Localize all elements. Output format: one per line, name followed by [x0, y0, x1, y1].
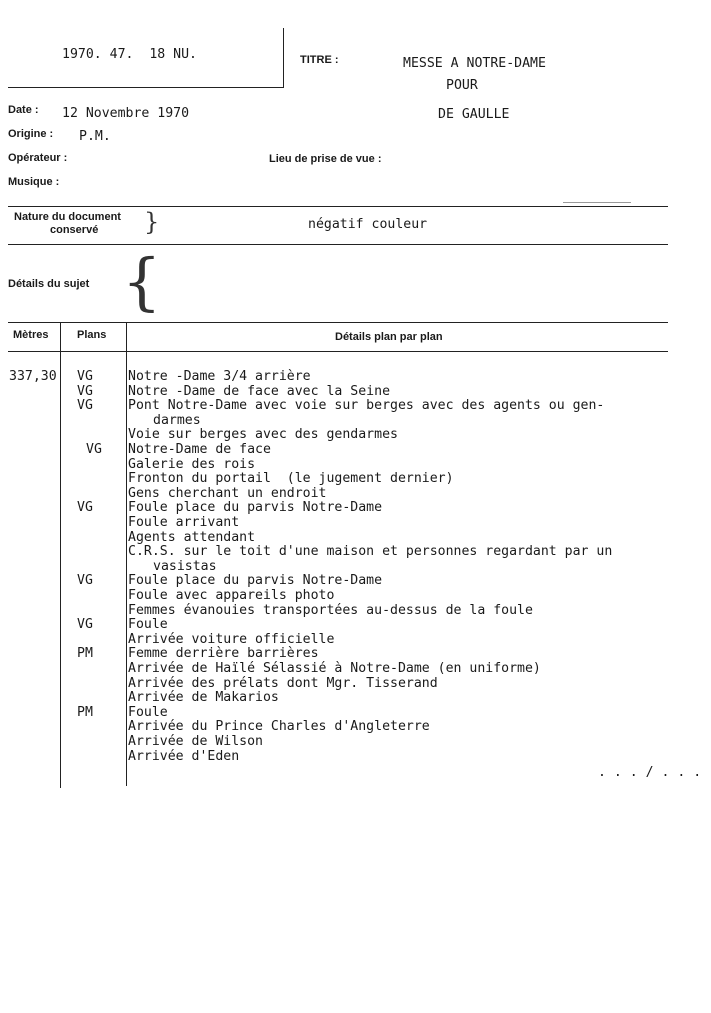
nature-value: négatif couleur — [308, 217, 428, 232]
table-row — [0, 735, 711, 750]
table-row — [0, 531, 711, 546]
table-row — [0, 472, 711, 487]
details-sujet-brace: { — [122, 245, 162, 318]
row-detail-text: Arrivée de Wilson — [128, 734, 263, 749]
row-detail-text: Notre -Dame de face avec la Seine — [128, 383, 391, 399]
titre-line-2: POUR — [446, 78, 478, 93]
table-row — [0, 443, 711, 458]
date-value: 12 Novembre 1970 — [62, 106, 190, 121]
row-plan: VG — [86, 442, 102, 457]
header-bottom-rule — [8, 351, 668, 352]
table-row — [0, 545, 711, 560]
table-row — [0, 560, 711, 575]
table-row — [0, 633, 711, 648]
row-detail-text: Foule place du parvis Notre-Dame — [128, 500, 383, 516]
row-detail-text: Foule avec appareils photo — [128, 588, 335, 603]
row-detail-text: C.R.S. sur le toit d'une maison et personnes regardant par un — [128, 544, 613, 560]
row-detail-text: Arrivée d'Eden — [128, 748, 240, 764]
continuation-mark: . . . / . . . — [598, 765, 702, 780]
row-metres: 337,30 — [9, 369, 57, 384]
table-top-rule — [8, 322, 668, 323]
nature-label-line2: conservé — [50, 224, 99, 236]
row-detail-text: Arrivée du Prince Charles d'Angleterre — [128, 719, 430, 735]
row-detail-text: vasistas — [153, 558, 217, 574]
reference-number: 1970. 47. 18 NU. — [62, 47, 197, 62]
table-row — [0, 647, 711, 662]
table-row — [0, 370, 711, 385]
row-detail-text: Femmes évanouies transportées au-dessus de la foule — [128, 602, 533, 618]
row-detail-text: Foule arrivant — [128, 515, 240, 530]
table-row — [0, 428, 711, 443]
header-metres: Mètres — [13, 329, 49, 341]
musique-label: Musique : — [8, 176, 60, 188]
date-label: Date : — [8, 104, 39, 116]
row-detail-text: Arrivée de Haïlé Sélassié à Notre-Dame (en uniforme) — [128, 661, 541, 676]
table-row — [0, 516, 711, 531]
row-detail-text: Foule — [128, 617, 168, 633]
scan-speck — [563, 202, 631, 203]
row-plan: PM — [77, 646, 93, 662]
row-plan: VG — [77, 500, 93, 516]
header-details: Détails plan par plan — [335, 331, 443, 343]
header-underline — [8, 87, 284, 88]
table-row — [0, 677, 711, 692]
row-detail-text: Foule — [128, 704, 168, 720]
row-detail-text: Voie sur berges avec des gendarmes — [128, 427, 398, 443]
origine-value: P.M. — [79, 129, 111, 144]
row-plan: VG — [77, 617, 93, 633]
nature-top-rule — [8, 206, 668, 207]
table-row — [0, 750, 711, 765]
row-detail-text: Femme derrière barrières — [128, 646, 319, 662]
operateur-label: Opérateur : — [8, 152, 68, 164]
table-row — [0, 662, 711, 677]
table-row — [0, 720, 711, 735]
nature-bottom-rule — [8, 244, 668, 245]
header-divider — [283, 28, 284, 88]
lieu-label: Lieu de prise de vue : — [269, 153, 382, 165]
table-row — [0, 501, 711, 516]
row-detail-text: Pont Notre-Dame avec voie sur berges avec des agents ou gen- — [128, 398, 605, 414]
row-detail-text: Foule place du parvis Notre-Dame — [128, 573, 383, 589]
nature-brace: } — [144, 208, 160, 236]
titre-line-1: MESSE A NOTRE-DAME — [403, 56, 546, 71]
row-plan: VG — [77, 398, 93, 414]
table-row — [0, 399, 711, 414]
table-row — [0, 574, 711, 589]
nature-label-line1: Nature du document — [14, 211, 121, 223]
row-detail-text: Galerie des rois — [128, 456, 256, 472]
table-row — [0, 487, 711, 502]
row-detail-text: darmes — [153, 412, 201, 428]
row-detail-text: Fronton du portail (le jugement dernier) — [128, 471, 454, 487]
table-row — [0, 691, 711, 706]
table-row — [0, 458, 711, 473]
table-row — [0, 618, 711, 633]
header-plans: Plans — [77, 329, 107, 341]
row-detail-text: Gens cherchant un endroit — [128, 485, 327, 501]
row-plan: VG — [77, 573, 93, 589]
details-sujet-label: Détails du sujet — [8, 278, 90, 290]
titre-label: TITRE : — [300, 54, 339, 66]
row-plan: VG — [77, 383, 93, 399]
row-detail-text: Agents attendant — [128, 529, 256, 545]
row-detail-text: Notre-Dame de face — [128, 442, 271, 457]
titre-line-3: DE GAULLE — [438, 107, 510, 122]
row-detail-text: Arrivée voiture officielle — [128, 631, 335, 647]
row-plan: PM — [77, 704, 93, 720]
row-detail-text: Arrivée de Makarios — [128, 690, 279, 706]
row-detail-text: Arrivée des prélats dont Mgr. Tisserand — [128, 675, 438, 691]
row-detail-text: Notre -Dame 3/4 arrière — [128, 369, 311, 384]
table-row — [0, 385, 711, 400]
origine-label: Origine : — [8, 128, 54, 140]
row-plan: VG — [77, 369, 93, 384]
table-row — [0, 414, 711, 429]
table-row — [0, 589, 711, 604]
table-row — [0, 604, 711, 619]
